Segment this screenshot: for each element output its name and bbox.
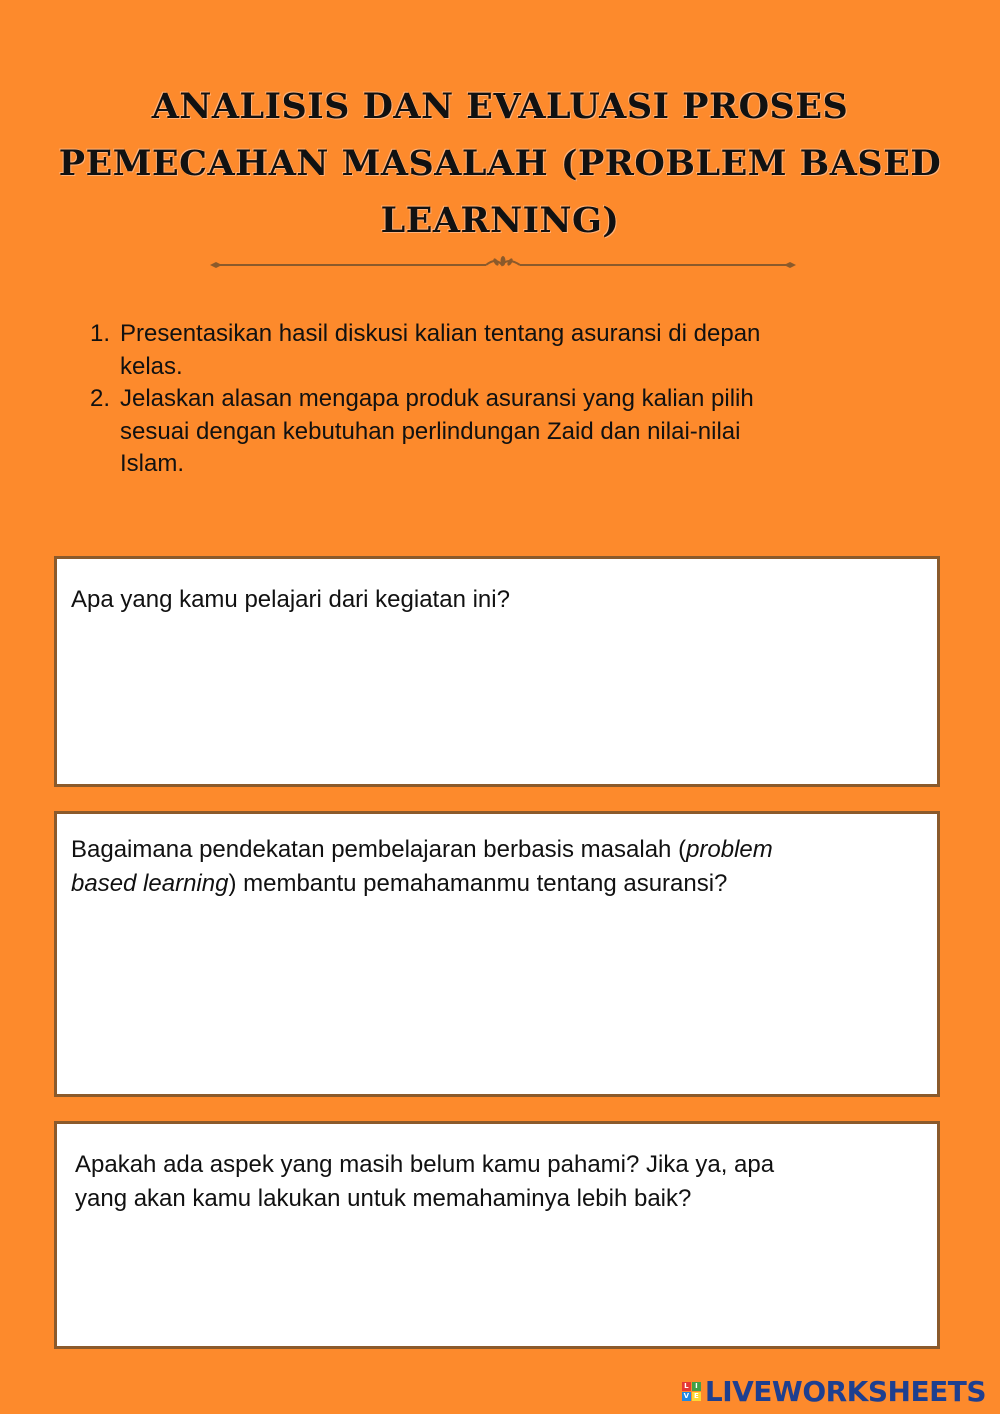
answer-box-3[interactable] [54, 1121, 940, 1349]
instruction-list [90, 318, 910, 481]
question-1: Apa yang kamu pelajari dari kegiatan ini? [71, 586, 510, 613]
liveworksheets-logo-icon: L I V E [682, 1382, 701, 1401]
question-2: Bagaimana pendekatan pembelajaran berbasis masalah (problem based learning) membantu pemahamanmu tentang asuransi? [71, 836, 773, 897]
instruction-text: Jelaskan alasan mengapa produk asuransi yang kalian pilih sesuai dengan kebutuhan perlindungan Zaid dan nilai-nilai Islam. [120, 385, 754, 477]
ornament-divider-icon [208, 255, 798, 275]
title-line-1: ANALISIS DAN EVALUASI PROSES [151, 86, 849, 127]
watermark-text: LIVEWORKSHEETS [704, 1374, 986, 1408]
answer-box-1[interactable] [54, 556, 940, 787]
title-line-2: PEMECAHAN MASALAH (PROBLEM BASED [58, 143, 942, 184]
worksheet-title [20, 78, 980, 249]
instruction-item [90, 383, 910, 481]
question-3: Apakah ada aspek yang masih belum kamu pahami? Jika ya, apa yang akan kamu lakukan untuk memahaminya lebih baik? [75, 1151, 775, 1212]
instruction-number: 1. [90, 320, 111, 347]
liveworksheets-watermark [682, 1376, 986, 1406]
instruction-number: 2. [90, 385, 111, 412]
title-line-3: LEARNING) [380, 200, 620, 241]
instruction-text: Presentasikan hasil diskusi kalian tentang asuransi di depan kelas. [120, 320, 761, 380]
answer-box-2[interactable] [54, 811, 940, 1097]
instruction-item [90, 318, 910, 383]
